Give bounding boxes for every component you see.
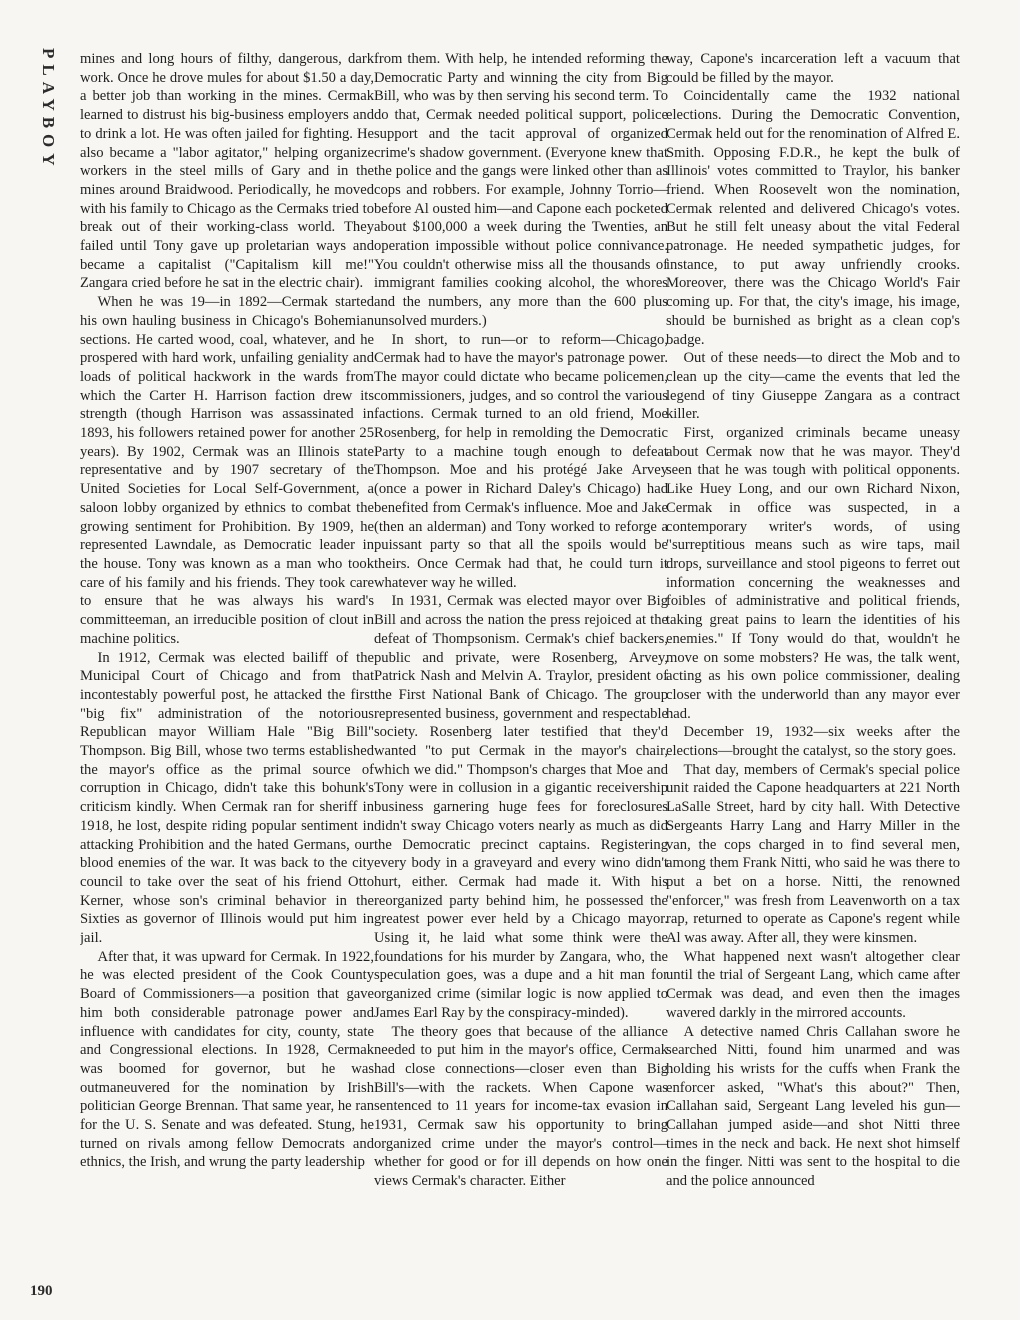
article-paragraph: After that, it was upward for Cermak. In 1922, he was elected president of the Cook County Board of Commissioners—a position that gave him both considerable patronage power and influence with candidates for city, county, state and Congressional elections. In 1928, Cermak was boomed for governor, but he was outmaneuvered for the nomination by Irish politician George Brennan. That same year, he ran for the U. S. Senate and was defeated. Stung, he turned on rivals among fellow Democrats and ethnics, the Irish, and wrung the party leadership (80, 948, 374, 1171)
magazine-masthead: PLAYBOY (39, 48, 58, 172)
article-paragraph: mines and long hours of filthy, dangerous, dark work. Once he drove mules for about $1.50 a day, a better job than working in the mines. Cermak learned to distrust his big-business employers and to drink a lot. He was often jailed for fighting. He also became a "labor agitator," helping organize workers in the steel mills of Gary and in the mines around Braidwood. Periodically, he moved with his family to Chicago as the Cermaks tried to break out of their working-class world. They failed until Tony gave up proletarian ways and became a capitalist ("Capitalism kill me!" Zangara cried before he sat in the electric chair). (80, 51, 374, 292)
article-paragraph: That day, members of Cermak's special police unit raided the Capone headquarters at 221 North LaSalle Street, hard by city hall. With Detective Sergeants Harry Lang and Harry Miller in the van, the cops charged in to find several men, among them Frank Nitti, who said he was there to put a bet on a horse. Nitti, the renowned "enforcer," was fresh from Leavenworth on a tax rap, returned to operate as Capone's regent while Al was away. After all, they were kinsmen. (666, 761, 960, 947)
article-paragraph: Coincidentally came the 1932 national elections. During the Democratic Convention, Cermak held out for the renomination of Alfred E. Smith. Opposing F.D.R., he kept the bulk of Illinois' votes committed to Traylor, his banker friend. When Roosevelt won the nomination, Cermak relented and delivered Chicago's votes. But he still felt uneasy about the vital Federal patronage. He needed sympathetic judges, for instance, to put away unfriendly crooks. Moreover, there was the Chicago World's Fair coming up. For that, the city's image, his image, should be burnished as bright as a clean cop's badge. (666, 88, 960, 348)
article-paragraph: The theory goes that because of the alliance needed to put him in the mayor's office, Cermak had close connections—closer even than Big Bill's—with the rackets. When Capone was sentenced to 11 years for income-tax evasion in 1931, Cermak saw his opportunity to bring organized crime under the mayor's control—whether for good or for ill depends on how one views Cermak's character. Either (374, 1023, 668, 1190)
article-paragraph: way, Capone's incarceration left a vacuum that could be filled by the mayor. (666, 51, 960, 86)
article-column-2 (374, 50, 668, 1300)
article-paragraph: When he was 19—in 1892—Cermak started his own hauling business in Chicago's Bohemian sections. He carted wood, coal, whatever, and he prospered with hard work, unfailing geniality and loads of political hackwork in the wards from which the Carter H. Harrison faction drew its strength (though Harrison was assassinated in 1893, his followers retained power for another 25 years). By 1902, Cermak was an Illinois state representative and by 1907 secretary of the United Societies for Local Self-Government, a saloon lobby organized by ethnics to combat the growing sentiment for Prohibition. By 1909, he represented Lawndale, as Democratic leader in the house. Tony was known as a man who took care of his family and his friends. They took care to ensure that he was always his ward's committeeman, an irreducible position of clout in machine politics. (80, 294, 374, 647)
article-column-3 (666, 50, 960, 1300)
article-paragraph: In short, to run—or to reform—Chicago, Cermak had to have the mayor's patronage power. The mayor could dictate who became policemen, commissioners, judges, and so control the various factions. Cermak turned to an old friend, Moe Rosenberg, for help in remolding the Democratic Party to a machine tough enough to defeat Thompson. Moe and his protégé Jake Arvey (once a power in Richard Daley's Chicago) had benefited from Cermak's influence. Moe and Jake (then an alderman) and Tony worked to reforge a puissant party so that all the spoils would be theirs. Once Cermak had that, he could turn it whatever way he willed. (374, 331, 668, 591)
article-paragraph: In 1931, Cermak was elected mayor over Big Bill and across the nation the press rejoiced at the defeat of Thompsonism. Cermak's chief backers, public and private, were Rosenberg, Arvey, Patrick Nash and Melvin A. Traylor, president of the First National Bank of Chicago. The group represented business, government and respectable society. Rosenberg later testified that they'd wanted "to put Cermak in the mayor's chair, which we did." Thompson's charges that Moe and Tony were in collusion in a gigantic receivership business garnering huge fees for foreclosures didn't sway Chicago voters nearly as much as did the Democratic precinct captains. Registering every body in a graveyard and every wino didn't hurt, either. Cermak had made it. With his reorganized party behind him, he possessed the greatest power ever held by a Chicago mayor. Using it, he laid what some think were the foundations for his murder by Zangara, who, the speculation goes, was a dupe and a hit man for organized crime (similar logic is now applied to James Earl Ray by the conspiracy-minded). (374, 593, 668, 1021)
article-paragraph: Out of these needs—to direct the Mob and to clean up the city—came the events that led the legend of tiny Giuseppe Zangara as a contract killer. (666, 350, 960, 423)
article-paragraph: A detective named Chris Callahan swore he searched Nitti, found him unarmed and was holding his wrists for the cuffs when Frank the enforcer asked, "What's this about?" Then, Callahan said, Sergeant Lang leveled his gun—Callahan jumped aside—and shot Nitti three times in the neck and back. He next shot himself in the finger. Nitti was sent to the hospital to die and the police announced (666, 1023, 960, 1190)
article-paragraph: December 19, 1932—six weeks after the elections—brought the catalyst, so the story goes. (666, 724, 960, 760)
article-paragraph: In 1912, Cermak was elected bailiff of the Municipal Court of Chicago and from that incontestably powerful post, he attacked the first "big fix" administration of the notorious Republican mayor William Hale "Big Bill" Thompson. Big Bill, whose two terms established the mayor's office as the primal source of corruption in Chicago, didn't take this bohunk's criticism kindly. When Cermak ran for sheriff in 1918, he lost, despite riding popular sentiment in attacking Prohibition and the hated Germans, our blood enemies of the war. It was back to the city council to take over the seat of his friend Otto Kerner, whose son's criminal behavior in the Sixties as governor of Illinois would put him in jail. (80, 649, 374, 947)
page-number: 190 (30, 1283, 53, 1299)
article-column-1 (80, 50, 374, 1300)
article-paragraph: from them. With help, he intended reforming the Democratic Party and winning the city from Big Bill, who was by then serving his second term. To do that, Cermak needed political support, police support and the tacit approval of organized crime's shadow government. (Everyone knew that the police and the gangs were linked other than as cops and robbers. For example, Johnny Torrio—before Al ousted him—and Capone each pocketed about $100,000 a week during the Twenties, an operation impossible without police connivance. You couldn't otherwise miss all the thousands of immigrant families cooking alcohol, the whores and the numbers, any more than the 600 plus unsolved murders.) (374, 51, 668, 329)
article-paragraph: What happened next wasn't altogether clear until the trial of Sergeant Lang, which came after Cermak was dead, and even then the images wavered darkly in the mirrored accounts. (666, 948, 960, 1021)
article-paragraph: First, organized criminals became uneasy about Cermak now that he was mayor. They'd seen that he was tough with political opponents. Like Huey Long, and our own Richard Nixon, Cermak in office was suspected, in a contemporary writer's words, of using "surreptitious means such as wire taps, mail drops, surveillance and stool pigeons to ferret out information concerning the weaknesses and foibles of administrative and political friends, taking great pains to learn the identities of his enemies." If Tony would do that, wouldn't he move on some mobsters? He was, the talk went, acting as his own police commissioner, dealing closer with the underworld than any mayor ever had. (666, 425, 960, 722)
